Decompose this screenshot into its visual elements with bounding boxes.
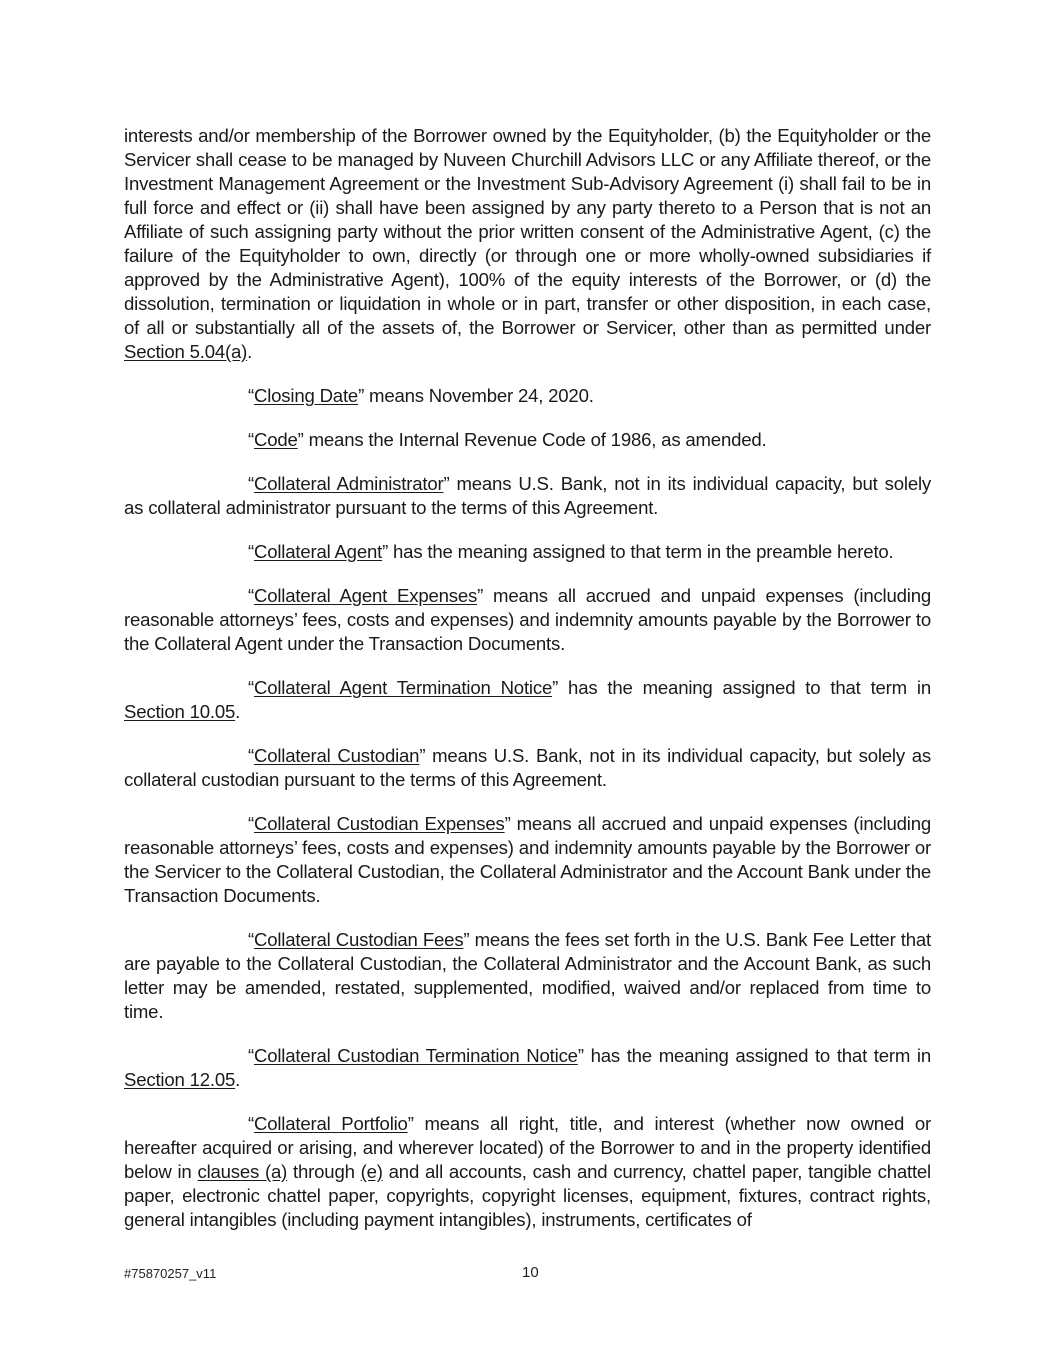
section-reference: Section 5.04(a) — [124, 341, 248, 362]
definition-collateral-portfolio: “Collateral Portfolio” means all right, title, and interest (whether now owned or hereafter acquired or arising, and wherever located) of the Borrower to and in the property identified below in clauses (a) through (e) and all accounts, cash and currency, chattel paper, tangible chattel paper, electronic chattel paper, copyrights, copyright licenses, equipment, fixtures, contract rights, general intangibles (including payment intangibles), instruments, certificates of — [124, 1113, 931, 1230]
definition-code: “Code” means the Internal Revenue Code of 1986, as amended. — [248, 429, 767, 450]
clause-reference: (e) — [360, 1161, 383, 1182]
definition-collateral-administrator: “Collateral Administrator” means U.S. Bank, not in its individual capacity, but solely as collateral administrator pursuant to the terms of this Agreement. — [124, 473, 931, 518]
paragraph-continuation: interests and/or membership of the Borrower owned by the Equityholder, (b) the Equityholder or the Servicer shall cease to be managed by Nuveen Churchill Advisors LLC or any Affiliate thereof, or the Investment Management Agreement or the Investment Sub-Advisory Agreement (i) shall fail to be in full force and effect or (ii) shall have been assigned by any party thereto to a Person that is not an Affiliate of such assigning party without the prior written consent of the Administrative Agent, (c) the failure of the Equityholder to own, directly (or through one or more wholly-owned subsidiaries if approved by the Administrative Agent), 100% of the equity interests of the Borrower, or (d) the dissolution, termination or liquidation in whole or in part, transfer or other disposition, in each case, of all or substantially all of the assets of, the Borrower or Servicer, other than as permitted under Section 5.04(a). — [124, 125, 931, 362]
defined-term: Collateral Agent Termination Notice — [254, 677, 553, 698]
definition-collateral-custodian-termination-notice: “Collateral Custodian Termination Notice” has the meaning assigned to that term in Section 12.05. — [124, 1045, 931, 1090]
defined-term: Collateral Custodian Expenses — [254, 813, 505, 834]
definition-collateral-custodian-expenses: “Collateral Custodian Expenses” means all accrued and unpaid expenses (including reasonable attorneys’ fees, costs and expenses) and indemnity amounts payable by the Borrower or the Servicer to the Collateral Custodian, the Collateral Administrator and the Account Bank under the Transaction Documents. — [124, 813, 931, 906]
defined-term: Collateral Custodian Termination Notice — [254, 1045, 578, 1066]
definition-collateral-custodian-fees: “Collateral Custodian Fees” means the fees set forth in the U.S. Bank Fee Letter that are payable to the Collateral Custodian, the Collateral Administrator and the Account Bank, as such letter may be amended, restated, supplemented, modified, waived and/or replaced from time to time. — [124, 929, 931, 1022]
defined-term: Collateral Agent — [254, 541, 383, 562]
definition-collateral-agent-expenses: “Collateral Agent Expenses” means all accrued and unpaid expenses (including reasonable attorneys’ fees, costs and expenses) and indemnity amounts payable by the Borrower to the Collateral Agent under the Transaction Documents. — [124, 585, 931, 654]
defined-term: Code — [254, 429, 298, 450]
definition-collateral-agent-termination-notice: “Collateral Agent Termination Notice” has the meaning assigned to that term in Section 10.05. — [124, 677, 931, 722]
defined-term: Collateral Custodian — [254, 745, 420, 766]
defined-term: Collateral Custodian Fees — [254, 929, 464, 950]
defined-term: Collateral Agent Expenses — [254, 585, 478, 606]
page-number: 10 — [522, 1264, 539, 1281]
section-reference: Section 12.05 — [124, 1069, 236, 1090]
page-footer — [124, 1266, 931, 1284]
definition-collateral-custodian: “Collateral Custodian” means U.S. Bank, not in its individual capacity, but solely as collateral custodian pursuant to the terms of this Agreement. — [124, 745, 932, 790]
section-reference: Section 10.05 — [124, 701, 236, 722]
definition-closing-date: “Closing Date” means November 24, 2020. — [248, 385, 594, 406]
clause-reference: clauses (a) — [197, 1161, 288, 1182]
document-body — [124, 124, 931, 1252]
defined-term: Closing Date — [254, 385, 359, 406]
defined-term: Collateral Portfolio — [254, 1113, 408, 1134]
document-id: #75870257_v11 — [124, 1266, 217, 1281]
defined-term: Collateral Administrator — [254, 473, 444, 494]
definition-collateral-agent: “Collateral Agent” has the meaning assigned to that term in the preamble hereto. — [248, 541, 894, 562]
